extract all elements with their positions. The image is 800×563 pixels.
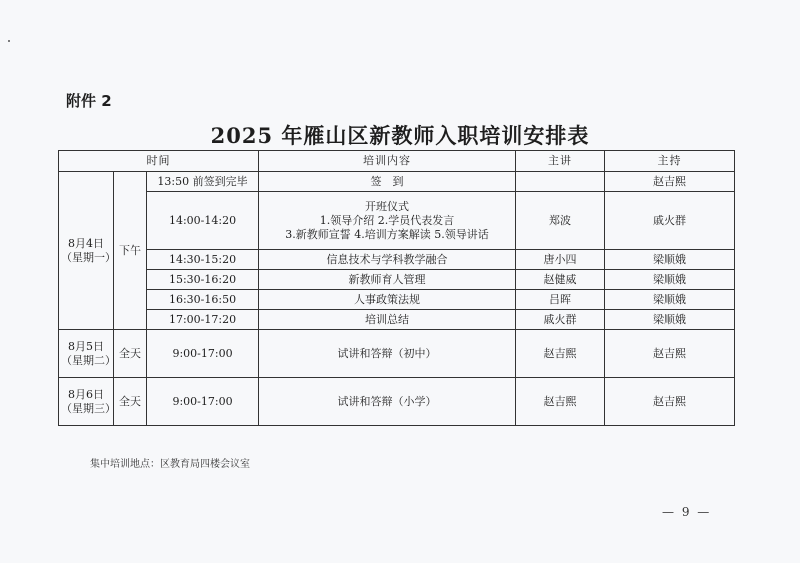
host-cell: 梁顺娥 [605,270,735,290]
date-cell: 8月6日（星期三） [59,378,114,426]
content-cell [259,270,516,290]
host-cell: 梁顺娥 [605,290,735,310]
time-cell: 17:00-17:20 [147,310,259,330]
period-cell: 全天 [114,330,147,378]
time-cell: 13:50 前签到完毕 [147,172,259,192]
content-line: 培训总结 [365,312,410,326]
table-row [59,250,735,270]
content-cell [259,310,516,330]
header-content: 培训内容 [259,151,516,172]
table-row [59,310,735,330]
header-speaker: 主讲 [516,151,605,172]
attachment-label: 附件 2 [66,92,112,110]
content-line: 试讲和答辩（小学） [337,394,437,408]
time-cell: 14:00-14:20 [147,192,259,250]
content-line: 开班仪式 [365,199,410,213]
speaker-cell: 吕晖 [516,290,605,310]
speaker-cell: 唐小四 [516,250,605,270]
table-row [59,378,735,426]
speaker-cell: 赵吉熙 [516,330,605,378]
scan-speck [8,40,10,42]
footnote-location: 集中培训地点：区教育局四楼会议室 [90,459,250,470]
time-cell: 16:30-16:50 [147,290,259,310]
speaker-cell: 戚火群 [516,310,605,330]
host-cell: 梁顺娥 [605,250,735,270]
host-cell: 赵吉熙 [605,172,735,192]
host-cell: 赵吉熙 [605,330,735,378]
header-host: 主持 [605,151,735,172]
content-cell [259,378,516,426]
content-cell [259,192,516,250]
content-line: 新教师育人管理 [348,272,426,286]
table-row [59,330,735,378]
table-row [59,192,735,250]
host-cell: 赵吉熙 [605,378,735,426]
time-cell: 15:30-16:20 [147,270,259,290]
schedule-table [58,150,735,426]
content-line: 签 到 [370,174,404,188]
table-row [59,290,735,310]
content-cell [259,330,516,378]
table-row [59,270,735,290]
content-line: 试讲和答辩（初中） [337,346,437,360]
page-number: — 9 — [662,505,712,519]
speaker-cell [516,172,605,192]
host-cell: 戚火群 [605,192,735,250]
header-time: 时间 [59,151,259,172]
table-header-row [59,151,735,172]
page-title: 2025 年雁山区新教师入职培训安排表 [210,123,590,148]
time-cell: 14:30-15:20 [147,250,259,270]
table-row [59,172,735,192]
time-cell: 9:00-17:00 [147,378,259,426]
host-cell: 梁顺娥 [605,310,735,330]
content-line: 信息技术与学科教学融合 [326,252,448,266]
speaker-cell: 郑波 [516,192,605,250]
content-line: 3.新教师宣誓 4.培训方案解读 5.领导讲话 [285,227,489,241]
content-cell [259,290,516,310]
content-line: 1.领导介绍 2.学员代表发言 [319,213,455,227]
date-cell: 8月4日（星期一） [59,172,114,330]
time-cell: 9:00-17:00 [147,330,259,378]
date-cell: 8月5日（星期二） [59,330,114,378]
content-cell [259,250,516,270]
speaker-cell: 赵吉熙 [516,378,605,426]
content-cell [259,172,516,192]
content-line: 人事政策法规 [354,292,421,306]
speaker-cell: 赵健威 [516,270,605,290]
period-cell: 全天 [114,378,147,426]
period-cell: 下午 [114,172,147,330]
